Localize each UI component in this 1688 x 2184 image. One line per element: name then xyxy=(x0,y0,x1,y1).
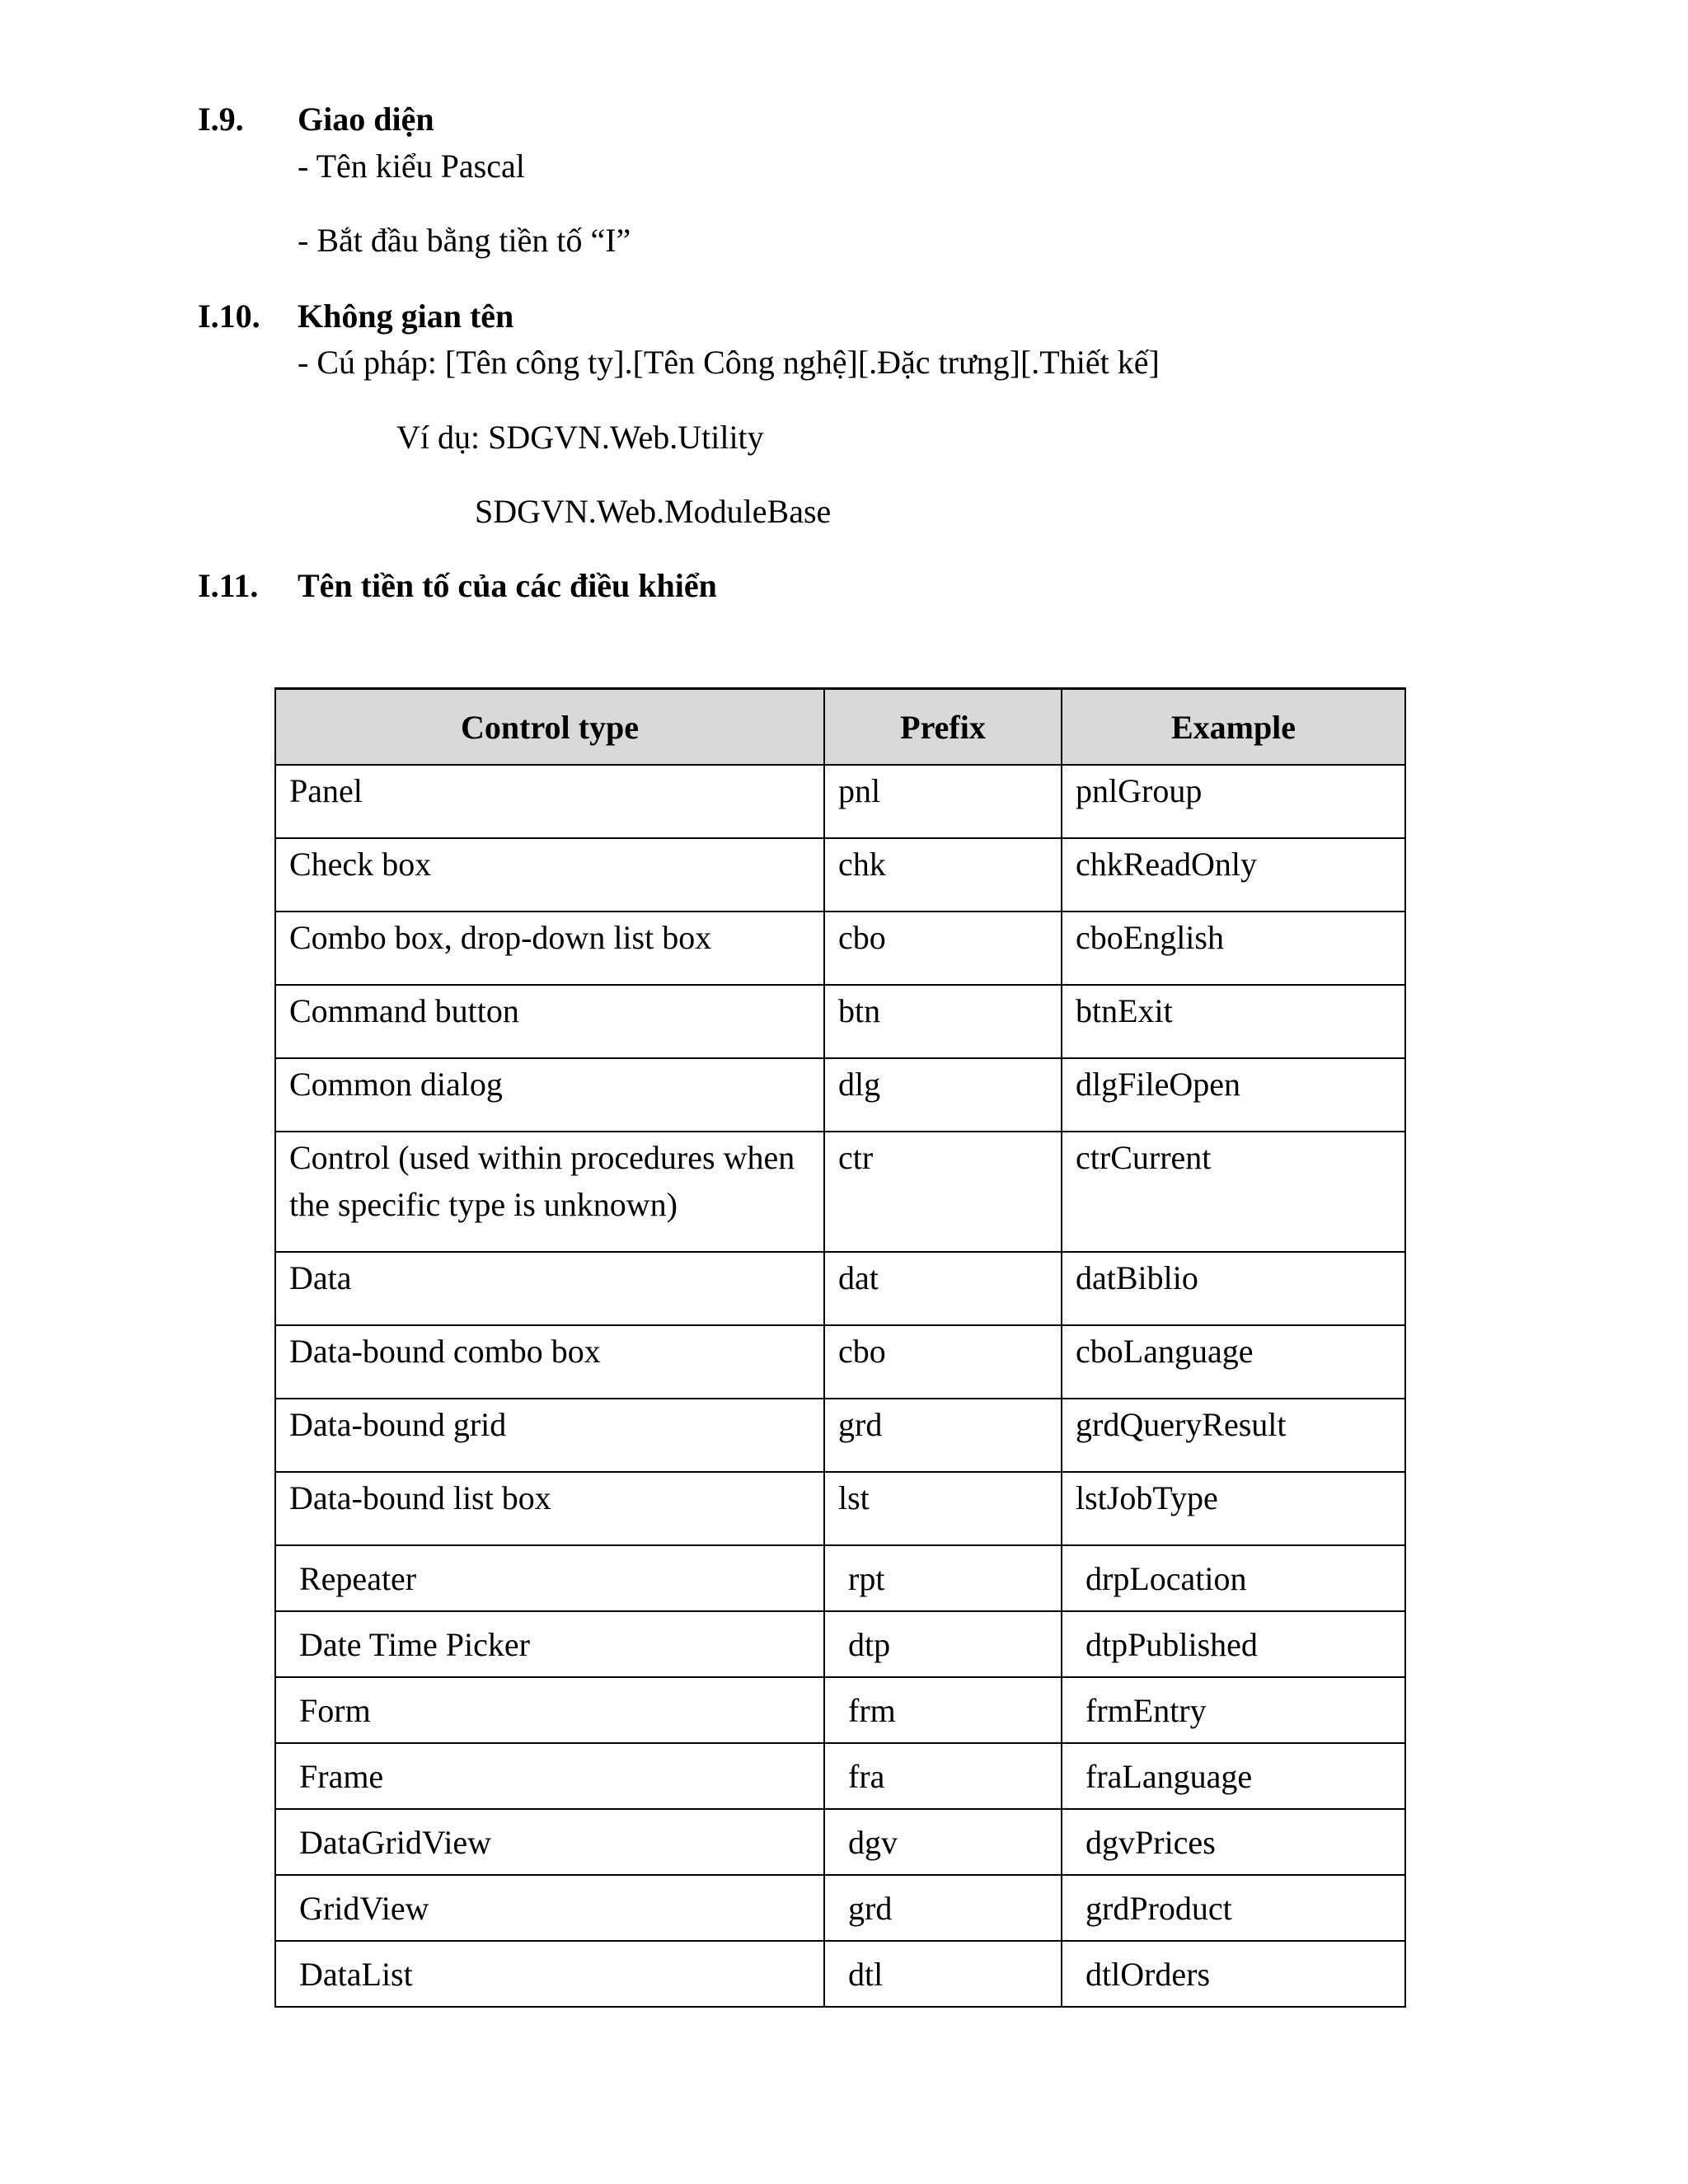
example-cell: dtlOrders xyxy=(1062,1941,1405,2007)
prefix-cell: cbo xyxy=(824,912,1062,985)
example-cell: cboLanguage xyxy=(1062,1325,1405,1399)
control-type-cell: Check box xyxy=(275,838,824,912)
control-type-cell: Panel xyxy=(275,765,824,838)
control-type-cell: Control (used within procedures when the specific type is unknown) xyxy=(275,1132,824,1252)
example-line: Ví dụ: SDGVN.Web.Utility xyxy=(396,419,764,456)
table-row xyxy=(275,912,1405,985)
prefix-cell: btn xyxy=(824,985,1062,1058)
control-type-cell: Date Time Picker xyxy=(275,1611,824,1677)
example-line: SDGVN.Web.ModuleBase xyxy=(475,493,832,530)
table-row xyxy=(275,1809,1405,1875)
control-type-cell: DataGridView xyxy=(275,1809,824,1875)
example-cell: dlgFileOpen xyxy=(1062,1058,1405,1132)
prefix-cell: dtp xyxy=(824,1611,1062,1677)
table-header-row xyxy=(275,689,1405,766)
section-number: I.10. xyxy=(198,298,260,335)
prefix-cell: ctr xyxy=(824,1132,1062,1252)
column-header-prefix: Prefix xyxy=(824,689,1062,766)
section-number: I.9. xyxy=(198,101,244,138)
column-header-example: Example xyxy=(1062,689,1405,766)
section-title: Tên tiền tố của các điều khiển xyxy=(298,567,717,604)
prefix-cell: cbo xyxy=(824,1325,1062,1399)
example-cell: datBiblio xyxy=(1062,1252,1405,1325)
control-type-cell: Combo box, drop-down list box xyxy=(275,912,824,985)
table-row xyxy=(275,1472,1405,1545)
example-cell: grdQueryResult xyxy=(1062,1399,1405,1472)
prefix-cell: dgv xyxy=(824,1809,1062,1875)
prefix-cell: fra xyxy=(824,1743,1062,1809)
example-cell: pnlGroup xyxy=(1062,765,1405,838)
example-cell: ctrCurrent xyxy=(1062,1132,1405,1252)
body-line: - Bắt đầu bằng tiền tố “I” xyxy=(298,222,631,259)
example-cell: fraLanguage xyxy=(1062,1743,1405,1809)
control-type-cell: Data-bound grid xyxy=(275,1399,824,1472)
section-title: Giao diện xyxy=(298,101,434,138)
example-cell: grdProduct xyxy=(1062,1875,1405,1941)
table-row xyxy=(275,985,1405,1058)
table-row xyxy=(275,1875,1405,1941)
table-row xyxy=(275,1252,1405,1325)
prefix-cell: grd xyxy=(824,1875,1062,1941)
control-type-cell: Common dialog xyxy=(275,1058,824,1132)
prefix-cell: dat xyxy=(824,1252,1062,1325)
table-row xyxy=(275,1058,1405,1132)
control-type-cell: Data-bound list box xyxy=(275,1472,824,1545)
column-header-control-type: Control type xyxy=(275,689,824,766)
section-number: I.11. xyxy=(198,567,259,604)
prefix-cell: grd xyxy=(824,1399,1062,1472)
example-cell: frmEntry xyxy=(1062,1677,1405,1743)
body-line: - Cú pháp: [Tên công ty].[Tên Công nghệ][.Đặc trưng][.Thiết kế] xyxy=(298,344,1160,381)
example-cell: chkReadOnly xyxy=(1062,838,1405,912)
prefix-cell: dlg xyxy=(824,1058,1062,1132)
control-type-cell: GridView xyxy=(275,1875,824,1941)
table-row xyxy=(275,1743,1405,1809)
prefix-cell: dtl xyxy=(824,1941,1062,2007)
control-type-cell: Data xyxy=(275,1252,824,1325)
table-row xyxy=(275,1325,1405,1399)
body-line: - Tên kiểu Pascal xyxy=(298,148,525,185)
control-type-cell: Command button xyxy=(275,985,824,1058)
example-cell: btnExit xyxy=(1062,985,1405,1058)
table-row xyxy=(275,1611,1405,1677)
table-row xyxy=(275,1545,1405,1611)
example-cell: lstJobType xyxy=(1062,1472,1405,1545)
control-type-cell: Form xyxy=(275,1677,824,1743)
table-row xyxy=(275,1941,1405,2007)
table-row xyxy=(275,1677,1405,1743)
example-cell: drpLocation xyxy=(1062,1545,1405,1611)
prefix-cell: lst xyxy=(824,1472,1062,1545)
control-type-cell: Repeater xyxy=(275,1545,824,1611)
prefix-cell: chk xyxy=(824,838,1062,912)
example-cell: dgvPrices xyxy=(1062,1809,1405,1875)
prefix-cell: frm xyxy=(824,1677,1062,1743)
prefix-table xyxy=(274,687,1406,2008)
table-row xyxy=(275,838,1405,912)
control-type-cell: Data-bound combo box xyxy=(275,1325,824,1399)
prefix-cell: pnl xyxy=(824,765,1062,838)
example-cell: dtpPublished xyxy=(1062,1611,1405,1677)
example-cell: cboEnglish xyxy=(1062,912,1405,985)
control-type-cell: Frame xyxy=(275,1743,824,1809)
prefix-cell: rpt xyxy=(824,1545,1062,1611)
table-row xyxy=(275,1399,1405,1472)
table-row xyxy=(275,765,1405,838)
table-row xyxy=(275,1132,1405,1252)
section-title: Không gian tên xyxy=(298,298,514,335)
control-type-cell: DataList xyxy=(275,1941,824,2007)
